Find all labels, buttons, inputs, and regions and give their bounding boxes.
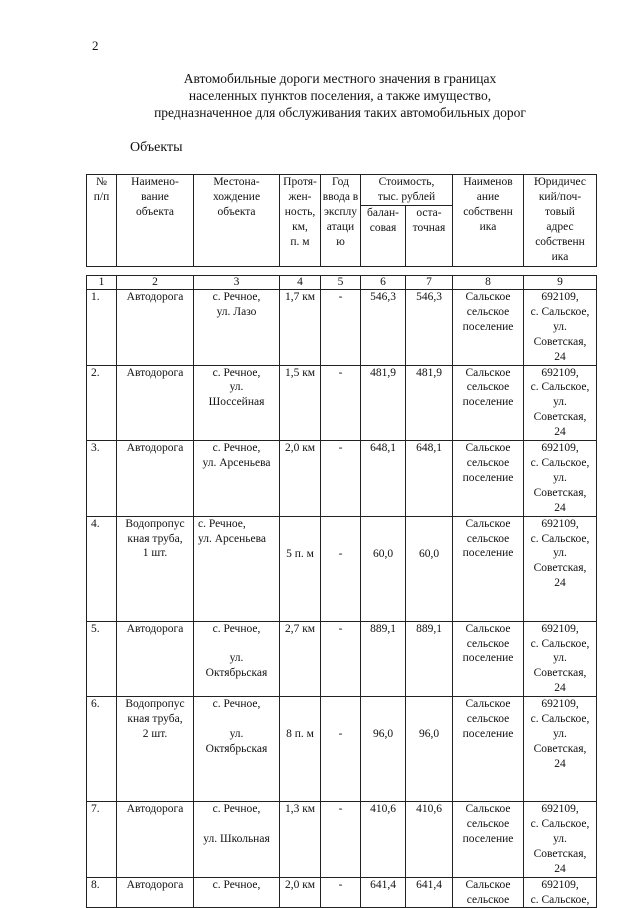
cell-residual: 96,0: [406, 697, 453, 802]
cell-line: ул. Арсеньева: [202, 456, 271, 469]
cell-location: [194, 516, 280, 621]
cell-line: сельское: [466, 456, 510, 469]
cell-line: Автодорога: [126, 803, 184, 816]
cell-line: Водопропус: [125, 517, 185, 530]
cell-number: 4.: [87, 516, 117, 621]
cell-line: сельское: [466, 818, 510, 831]
cell-name: [117, 621, 194, 697]
header-number: [87, 175, 117, 267]
cell-line: поселение: [462, 471, 514, 484]
cell-line: ул.: [553, 727, 567, 740]
cell-number: 8.: [87, 877, 117, 908]
cell-line: с. Речное,: [212, 291, 261, 303]
cell-line: с. Речное,: [212, 366, 261, 379]
cell-owner: [453, 697, 524, 802]
cell-line: ул.: [553, 547, 567, 560]
cell-line: с. Сальское,: [530, 381, 590, 394]
cell-length: 2,0 км: [280, 441, 321, 517]
cell-line: поселение: [462, 832, 514, 845]
cell-line: с. Речное,: [198, 517, 246, 530]
cell-line: кная труба,: [127, 713, 183, 726]
cell-line: Сальское: [465, 291, 511, 303]
cell-owner: [453, 365, 524, 441]
table-row: [87, 802, 597, 878]
table-row: [87, 621, 597, 697]
cell-line: Октябрьская: [205, 667, 268, 680]
objects-table: [86, 275, 597, 908]
cell-balance: 889,1: [361, 621, 406, 697]
cell-line: п/п: [93, 191, 110, 203]
cell-line: жен-: [288, 191, 312, 203]
cell-length: 5 п. м: [280, 516, 321, 621]
cell-name: [117, 516, 194, 621]
cell-balance: 641,4: [361, 877, 406, 908]
cell-line: эксплу: [324, 206, 357, 218]
cell-location: [194, 621, 280, 697]
cell-length: 2,7 км: [280, 621, 321, 697]
cell-balance: 546,3: [361, 290, 406, 366]
cell-line: Октябрьская: [205, 742, 268, 755]
column-number: 6: [361, 276, 406, 290]
cell-line: ул. Лазо: [216, 305, 257, 318]
cell-line: ность,: [284, 206, 316, 218]
cell-line: Советская,: [533, 847, 587, 860]
cell-residual: 410,6: [406, 802, 453, 878]
cell-line: 692109,: [541, 442, 579, 455]
cell-line: 24: [554, 682, 566, 695]
cell-line: с. Сальское,: [530, 818, 590, 831]
cell-line: ул.: [553, 832, 567, 845]
cell-line: оста-: [416, 207, 442, 219]
cell-line: Сальское: [465, 442, 511, 455]
cell-address: [524, 290, 597, 366]
header-location: [194, 175, 280, 267]
title-line: населенных пунктов поселения, а также имущество,: [188, 88, 492, 103]
cell-line: с. Речное,: [212, 698, 261, 711]
cell-residual: 889,1: [406, 621, 453, 697]
cell-residual: 60,0: [406, 516, 453, 621]
cell-line: Советская,: [533, 486, 587, 499]
cell-length: 1,7 км: [280, 290, 321, 366]
cell-line: Наименов: [463, 176, 513, 188]
cell-line: 692109,: [541, 517, 579, 530]
cell-owner: [453, 621, 524, 697]
cell-year: -: [321, 697, 361, 802]
cell-line: сельское: [466, 893, 510, 906]
cell-line: [194, 637, 279, 652]
cell-line: сельское: [466, 532, 510, 545]
cell-line: ул.: [553, 471, 567, 484]
cell-line: совая: [369, 222, 397, 234]
section-title: Объекты: [130, 140, 183, 155]
cell-line: [194, 712, 279, 727]
cell-number: 3.: [87, 441, 117, 517]
cell-line: Юридичес: [533, 176, 586, 188]
cell-location: [194, 290, 280, 366]
cell-line: Советская,: [533, 335, 587, 348]
cell-line: Советская,: [533, 411, 587, 424]
cell-line: с. Речное,: [212, 878, 261, 891]
cell-line: Автодорога: [126, 622, 184, 635]
cell-line: поселение: [462, 320, 514, 333]
cell-line: ул.: [229, 381, 244, 394]
cell-name: [117, 697, 194, 802]
cell-year: -: [321, 877, 361, 908]
title-line: Автомобильные дороги местного значения в границах: [183, 71, 497, 86]
cell-line: 692109,: [541, 366, 579, 379]
cell-address: [524, 802, 597, 878]
cell-line: км,: [292, 221, 308, 233]
cell-line: сельское: [466, 381, 510, 394]
cell-line: поселение: [462, 547, 514, 560]
cell-location: [194, 802, 280, 878]
cell-residual: 641,4: [406, 877, 453, 908]
cell-line: ание: [476, 191, 500, 203]
table-row: [87, 290, 597, 366]
cell-line: 692109,: [541, 622, 579, 635]
cell-year: -: [321, 802, 361, 878]
cell-line: Сальское: [465, 622, 511, 635]
cell-line: с. Сальское,: [530, 713, 590, 726]
cell-name: [117, 290, 194, 366]
cell-line: с. Сальское,: [530, 893, 590, 906]
cell-balance: 96,0: [361, 697, 406, 802]
title-line: предназначенное для обслуживания таких автомобильных дорог: [154, 105, 526, 120]
cell-balance: 648,1: [361, 441, 406, 517]
cell-line: Наимено-: [131, 176, 179, 188]
column-number: 7: [406, 276, 453, 290]
cell-line: с. Речное,: [212, 442, 261, 455]
cell-name: [117, 802, 194, 878]
cell-balance: 410,6: [361, 802, 406, 878]
header-cost: [361, 175, 453, 206]
cell-line: кная труба,: [127, 532, 183, 545]
cell-number: 1.: [87, 290, 117, 366]
cell-line: 692109,: [541, 291, 579, 303]
cell-owner: [453, 802, 524, 878]
cell-line: точная: [412, 222, 446, 234]
header-balance: [361, 206, 406, 267]
cell-line: поселение: [462, 727, 514, 740]
cell-line: Советская,: [533, 667, 587, 680]
cell-line: Год: [332, 176, 349, 188]
header-owner: [453, 175, 524, 267]
cell-name: [117, 365, 194, 441]
cell-line: вание: [141, 191, 169, 203]
cell-line: 24: [554, 757, 566, 770]
cell-year: -: [321, 365, 361, 441]
cell-line: ул. Арсеньева: [198, 532, 267, 545]
cell-line: балан-: [367, 207, 399, 219]
cell-year: -: [321, 441, 361, 517]
page-number: 2: [92, 38, 99, 53]
cell-name: [117, 441, 194, 517]
cell-line: сельское: [466, 637, 510, 650]
cell-line: 24: [554, 862, 566, 875]
cell-line: ика: [479, 221, 497, 233]
cell-year: -: [321, 290, 361, 366]
cell-location: [194, 441, 280, 517]
cell-line: тыс. рублей: [377, 191, 436, 203]
cell-address: [524, 516, 597, 621]
cell-owner: [453, 877, 524, 908]
cell-length: 2,0 км: [280, 877, 321, 908]
cell-line: ю: [336, 236, 345, 248]
cell-line: кий/поч-: [538, 191, 582, 203]
cell-line: 2 шт.: [142, 727, 168, 740]
cell-line: с. Сальское,: [530, 456, 590, 469]
cell-line: Шоссейная: [208, 396, 265, 409]
cell-residual: 648,1: [406, 441, 453, 517]
cell-line: ул.: [229, 652, 244, 665]
document-title: [100, 70, 580, 121]
cell-line: Сальское: [465, 366, 511, 379]
cell-line: ика: [551, 251, 569, 263]
column-number: 2: [117, 276, 194, 290]
cell-line: п. м: [290, 236, 310, 248]
cell-line: ул.: [553, 320, 567, 333]
header-name: [117, 175, 194, 267]
cell-line: ввода в: [322, 191, 359, 203]
cell-line: 692109,: [541, 803, 579, 816]
cell-year: -: [321, 621, 361, 697]
cell-number: 7.: [87, 802, 117, 878]
cell-location: [194, 877, 280, 908]
cell-line: Протя-: [283, 176, 317, 188]
cell-line: Советская,: [533, 742, 587, 755]
cell-line: №: [96, 176, 107, 188]
cell-line: 24: [554, 350, 566, 363]
cell-line: 692109,: [541, 698, 579, 711]
cell-line: адрес: [546, 221, 574, 233]
cell-owner: [453, 290, 524, 366]
cell-line: Автодорога: [126, 366, 184, 379]
cell-location: [194, 365, 280, 441]
cell-address: [524, 365, 597, 441]
column-number: 9: [524, 276, 597, 290]
cell-line: ул. Школьная: [203, 832, 270, 845]
table-row: [87, 441, 597, 517]
cell-line: Местона-: [213, 176, 260, 188]
cell-length: 1,5 км: [280, 365, 321, 441]
cell-line: Автодорога: [126, 878, 184, 891]
cell-balance: 60,0: [361, 516, 406, 621]
cell-length: 8 п. м: [280, 697, 321, 802]
cell-line: объекта: [217, 206, 256, 218]
cell-line: 692109,: [541, 878, 579, 891]
table-row: [87, 877, 597, 908]
cell-line: Водопропус: [125, 698, 185, 711]
cell-line: собственн: [535, 236, 585, 248]
cell-line: ул.: [553, 396, 567, 409]
cell-name: [117, 877, 194, 908]
cell-residual: 546,3: [406, 290, 453, 366]
cell-owner: [453, 516, 524, 621]
cell-line: Автодорога: [126, 291, 184, 303]
cell-line: с. Сальское,: [530, 637, 590, 650]
cell-number: 2.: [87, 365, 117, 441]
column-number: 1: [87, 276, 117, 290]
header-address: [524, 175, 597, 267]
column-numbers-row: [87, 276, 597, 290]
column-number: 8: [453, 276, 524, 290]
cell-line: объекта: [135, 206, 175, 218]
cell-balance: 481,9: [361, 365, 406, 441]
cell-line: Сальское: [465, 517, 511, 530]
cell-address: [524, 621, 597, 697]
cell-line: хождение: [212, 191, 261, 203]
cell-address: [524, 441, 597, 517]
cell-line: [194, 817, 279, 832]
cell-line: собственн: [463, 206, 513, 218]
cell-line: с. Сальское,: [530, 305, 590, 318]
cell-line: поселение: [462, 652, 514, 665]
cell-address: [524, 877, 597, 908]
cell-line: Сальское: [465, 803, 511, 816]
cell-line: Советская,: [533, 562, 587, 575]
column-number: 3: [194, 276, 280, 290]
cell-line: ул.: [229, 727, 244, 740]
cell-line: ул.: [553, 652, 567, 665]
column-number: 5: [321, 276, 361, 290]
cell-line: Стоимость,: [378, 176, 435, 188]
cell-address: [524, 697, 597, 802]
cell-line: Автодорога: [126, 442, 184, 455]
cell-residual: 481,9: [406, 365, 453, 441]
cell-year: -: [321, 516, 361, 621]
cell-line: сельское: [466, 713, 510, 726]
header-residual: [406, 206, 453, 267]
column-number: 4: [280, 276, 321, 290]
table-header: [86, 174, 597, 267]
cell-line: с. Речное,: [212, 622, 261, 635]
header-length: [280, 175, 321, 267]
cell-line: атаци: [326, 221, 355, 233]
cell-line: с. Сальское,: [530, 532, 590, 545]
cell-line: 24: [554, 577, 566, 590]
cell-line: поселение: [462, 396, 514, 409]
cell-number: 6.: [87, 697, 117, 802]
table-row: [87, 697, 597, 802]
cell-owner: [453, 441, 524, 517]
table-row: [87, 365, 597, 441]
cell-line: сельское: [466, 305, 510, 318]
cell-length: 1,3 км: [280, 802, 321, 878]
cell-line: 24: [554, 426, 566, 439]
cell-line: Сальское: [465, 698, 511, 711]
table-row: [87, 516, 597, 621]
cell-line: Сальское: [465, 878, 511, 891]
cell-line: товый: [545, 206, 575, 218]
header-year: [321, 175, 361, 267]
cell-location: [194, 697, 280, 802]
cell-line: 24: [554, 501, 566, 514]
cell-number: 5.: [87, 621, 117, 697]
cell-line: с. Речное,: [212, 803, 261, 816]
cell-line: 1 шт.: [142, 547, 168, 560]
